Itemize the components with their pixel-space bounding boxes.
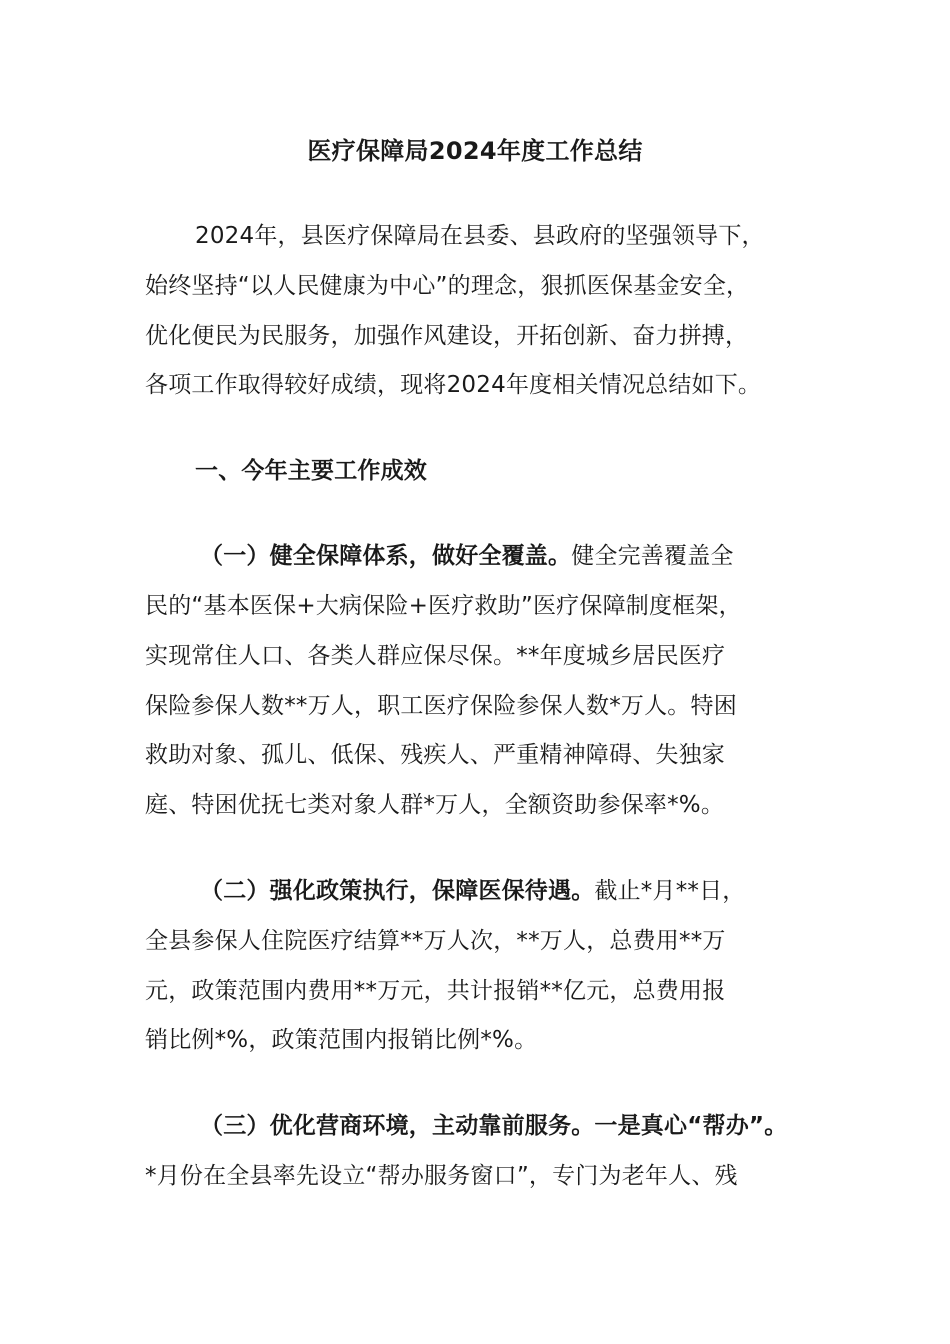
intro-line-1: 2024年，县医疗保障局在县委、县政府的坚强领导下， [195, 223, 765, 249]
item-2-line-2: 全县参保人住院医疗结算**万人次，**万人，总费用**万 [145, 928, 726, 954]
intro-line-3: 优化便民为民服务，加强作风建设，开拓创新、奋力拼搏， [145, 323, 749, 349]
item-1-heading: （一）健全保障体系，做好全覆盖。 [200, 543, 572, 569]
item-3-line-2: *月份在全县率先设立“帮办服务窗口”，专门为老年人、残 [145, 1163, 738, 1189]
item-2-line-4: 销比例*%，政策范围内报销比例*%。 [145, 1027, 538, 1053]
item-1-line-3: 实现常住人口、各类人群应保尽保。**年度城乡居民医疗 [145, 643, 726, 669]
item-2-first-line [200, 873, 746, 909]
item-2-heading: （二）强化政策执行，保障医保待遇。 [200, 878, 595, 904]
item-1-line-4: 保险参保人数**万人，职工医疗保险参保人数*万人。特困 [145, 693, 737, 719]
item-3-heading: （三）优化营商环境，主动靠前服务。一是真心“帮办”。 [200, 1113, 788, 1139]
item-1-first-line [200, 538, 734, 574]
section-1-heading: 一、今年主要工作成效 [195, 458, 427, 484]
item-2-line-3: 元，政策范围内费用**万元，共计报销**亿元，总费用报 [145, 978, 726, 1004]
intro-line-4: 各项工作取得较好成绩，现将2024年度相关情况总结如下。 [145, 372, 762, 398]
intro-line-2: 始终坚持“以人民健康为中心”的理念，狠抓医保基金安全， [145, 273, 750, 299]
item-1-line-5: 救助对象、孤儿、低保、残疾人、严重精神障碍、失独家 [145, 742, 725, 768]
item-2-first-line-text: 截止*月**日， [594, 878, 746, 904]
item-1-first-line-text: 健全完善覆盖全 [571, 543, 734, 569]
item-1-line-6: 庭、特困优抚七类对象人群*万人，全额资助参保率*%。 [145, 792, 725, 818]
document-title: 医疗保障局2024年度工作总结 [307, 137, 643, 165]
item-1-line-2: 民的“基本医保+大病保险+医疗救助”医疗保障制度框架， [145, 593, 742, 619]
